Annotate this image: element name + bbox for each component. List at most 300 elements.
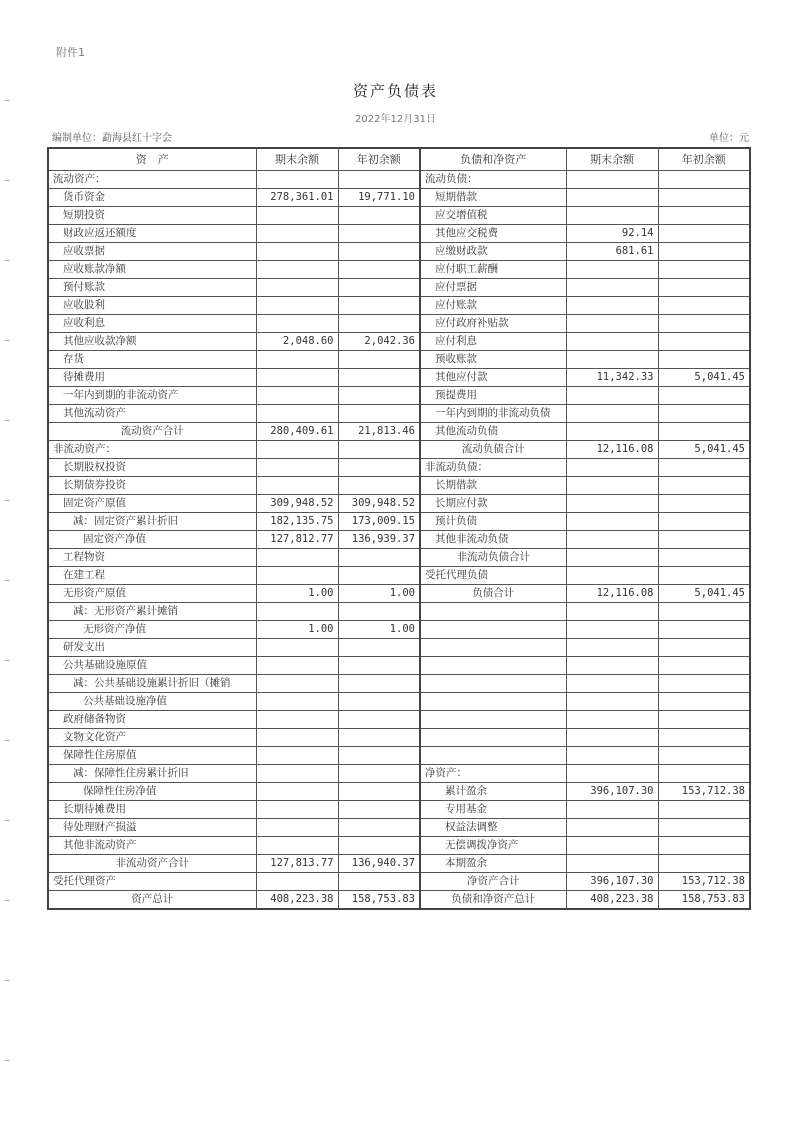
- asset-end-balance: 2,048.60: [256, 333, 338, 351]
- table-row: [48, 351, 750, 369]
- table-row: [48, 819, 750, 837]
- liability-label: 长期借款: [420, 477, 566, 495]
- asset-begin-balance: [338, 819, 420, 837]
- table-row: [48, 639, 750, 657]
- asset-end-balance: [256, 837, 338, 855]
- liability-begin-balance: [658, 729, 750, 747]
- liability-label: 负债合计: [420, 585, 566, 603]
- margin-tick: [5, 740, 10, 741]
- asset-end-balance: [256, 639, 338, 657]
- asset-label: 长期股权投资: [48, 459, 256, 477]
- asset-label: 应收账款净额: [48, 261, 256, 279]
- liability-end-balance: [566, 621, 658, 639]
- liability-label: 负债和净资产总计: [420, 891, 566, 910]
- asset-label: 长期待摊费用: [48, 801, 256, 819]
- asset-begin-balance: 136,939.37: [338, 531, 420, 549]
- asset-begin-balance: [338, 603, 420, 621]
- liability-end-balance: [566, 711, 658, 729]
- liability-begin-balance: [658, 675, 750, 693]
- liability-begin-balance: 153,712.38: [658, 783, 750, 801]
- liability-end-balance: [566, 531, 658, 549]
- asset-begin-balance: [338, 729, 420, 747]
- liability-end-balance: [566, 657, 658, 675]
- asset-end-balance: [256, 387, 338, 405]
- col-header-begin-balance: 年初余额: [338, 148, 420, 171]
- liability-end-balance: [566, 639, 658, 657]
- table-row: [48, 675, 750, 693]
- liability-label: 应付利息: [420, 333, 566, 351]
- asset-label: 其他非流动资产: [48, 837, 256, 855]
- col-header-end-balance: 期末余额: [256, 148, 338, 171]
- liability-end-balance: 12,116.08: [566, 441, 658, 459]
- liability-label: 专用基金: [420, 801, 566, 819]
- table-row: [48, 711, 750, 729]
- table-row: [48, 441, 750, 459]
- liability-end-balance: 11,342.33: [566, 369, 658, 387]
- liability-begin-balance: [658, 549, 750, 567]
- asset-begin-balance: [338, 441, 420, 459]
- liability-begin-balance: [658, 207, 750, 225]
- liability-label: 短期借款: [420, 189, 566, 207]
- asset-begin-balance: [338, 261, 420, 279]
- liability-label: 应付政府补贴款: [420, 315, 566, 333]
- liability-begin-balance: [658, 567, 750, 585]
- liability-label: [420, 657, 566, 675]
- liability-label: 权益法调整: [420, 819, 566, 837]
- liability-end-balance: [566, 279, 658, 297]
- table-row: [48, 873, 750, 891]
- asset-end-balance: 280,409.61: [256, 423, 338, 441]
- margin-tick: [5, 420, 10, 421]
- margin-tick: [5, 100, 10, 101]
- liability-end-balance: [566, 405, 658, 423]
- asset-end-balance: [256, 693, 338, 711]
- liability-label: 应付职工薪酬: [420, 261, 566, 279]
- asset-begin-balance: 1.00: [338, 585, 420, 603]
- asset-end-balance: [256, 819, 338, 837]
- asset-begin-balance: [338, 225, 420, 243]
- asset-begin-balance: 158,753.83: [338, 891, 420, 910]
- liability-end-balance: [566, 351, 658, 369]
- liability-label: 应付账款: [420, 297, 566, 315]
- margin-tick: [5, 180, 10, 181]
- asset-label: 待摊费用: [48, 369, 256, 387]
- asset-label: 待处理财产损溢: [48, 819, 256, 837]
- asset-label: 文物文化资产: [48, 729, 256, 747]
- liability-end-balance: [566, 495, 658, 513]
- liability-begin-balance: [658, 747, 750, 765]
- liability-begin-balance: [658, 711, 750, 729]
- liability-begin-balance: [658, 387, 750, 405]
- asset-end-balance: 278,361.01: [256, 189, 338, 207]
- liability-begin-balance: [658, 477, 750, 495]
- asset-begin-balance: [338, 315, 420, 333]
- asset-label: 财政应返还额度: [48, 225, 256, 243]
- asset-begin-balance: [338, 837, 420, 855]
- asset-begin-balance: [338, 297, 420, 315]
- table-row: [48, 387, 750, 405]
- asset-begin-balance: 173,009.15: [338, 513, 420, 531]
- liability-begin-balance: [658, 423, 750, 441]
- asset-begin-balance: 19,771.10: [338, 189, 420, 207]
- asset-begin-balance: [338, 549, 420, 567]
- liability-label: 其他应付款: [420, 369, 566, 387]
- asset-end-balance: [256, 657, 338, 675]
- asset-begin-balance: [338, 711, 420, 729]
- liability-label: 流动负债合计: [420, 441, 566, 459]
- asset-end-balance: [256, 675, 338, 693]
- liability-begin-balance: [658, 459, 750, 477]
- asset-label: 一年内到期的非流动资产: [48, 387, 256, 405]
- asset-begin-balance: [338, 567, 420, 585]
- asset-begin-balance: [338, 405, 420, 423]
- table-row: [48, 513, 750, 531]
- asset-begin-balance: [338, 369, 420, 387]
- liability-begin-balance: [658, 837, 750, 855]
- liability-label: [420, 621, 566, 639]
- liability-begin-balance: [658, 693, 750, 711]
- asset-label: 公共基础设施净值: [48, 693, 256, 711]
- liability-label: 流动负债：: [420, 171, 566, 189]
- table-row: [48, 459, 750, 477]
- table-row: [48, 477, 750, 495]
- asset-begin-balance: [338, 783, 420, 801]
- liability-label: [420, 747, 566, 765]
- asset-label: 其他应收款净额: [48, 333, 256, 351]
- asset-begin-balance: [338, 765, 420, 783]
- liability-begin-balance: [658, 603, 750, 621]
- liability-label: 无偿调拨净资产: [420, 837, 566, 855]
- asset-label: 固定资产原值: [48, 495, 256, 513]
- asset-end-balance: [256, 369, 338, 387]
- liability-label: [420, 675, 566, 693]
- liability-begin-balance: [658, 639, 750, 657]
- liability-end-balance: [566, 315, 658, 333]
- asset-end-balance: [256, 459, 338, 477]
- table-row: [48, 603, 750, 621]
- asset-begin-balance: [338, 801, 420, 819]
- table-row: [48, 621, 750, 639]
- liability-end-balance: [566, 423, 658, 441]
- table-row: [48, 747, 750, 765]
- liability-begin-balance: [658, 351, 750, 369]
- asset-begin-balance: [338, 675, 420, 693]
- asset-label: 流动资产：: [48, 171, 256, 189]
- liability-end-balance: [566, 261, 658, 279]
- asset-end-balance: [256, 549, 338, 567]
- liability-end-balance: [566, 855, 658, 873]
- liability-label: 其他非流动负债: [420, 531, 566, 549]
- liability-end-balance: [566, 297, 658, 315]
- table-row: [48, 891, 750, 910]
- liability-end-balance: [566, 765, 658, 783]
- asset-end-balance: 408,223.38: [256, 891, 338, 910]
- liability-begin-balance: [658, 819, 750, 837]
- liability-end-balance: 396,107.30: [566, 783, 658, 801]
- asset-label: 无形资产净值: [48, 621, 256, 639]
- table-header-row: [48, 148, 750, 171]
- asset-label: 货币资金: [48, 189, 256, 207]
- page-title: 资产负债表: [352, 82, 438, 100]
- asset-label: 减：固定资产累计折旧: [48, 513, 256, 531]
- liability-begin-balance: 158,753.83: [658, 891, 750, 910]
- liability-label: 受托代理负债: [420, 567, 566, 585]
- table-row: [48, 189, 750, 207]
- asset-label: 保障性住房净值: [48, 783, 256, 801]
- liability-label: 应缴财政款: [420, 243, 566, 261]
- asset-end-balance: [256, 747, 338, 765]
- asset-begin-balance: 309,948.52: [338, 495, 420, 513]
- asset-label: 应收股利: [48, 297, 256, 315]
- asset-end-balance: [256, 477, 338, 495]
- asset-label: 非流动资产合计: [48, 855, 256, 873]
- col-header-assets: 资 产: [48, 148, 256, 171]
- liability-end-balance: [566, 801, 658, 819]
- asset-label: 长期债券投资: [48, 477, 256, 495]
- liability-begin-balance: 5,041.45: [658, 369, 750, 387]
- currency-unit: 单位：元: [709, 133, 749, 144]
- liability-label: 净资产：: [420, 765, 566, 783]
- asset-end-balance: [256, 207, 338, 225]
- liability-begin-balance: [658, 657, 750, 675]
- liability-begin-balance: [658, 855, 750, 873]
- liability-label: 预收账款: [420, 351, 566, 369]
- liability-begin-balance: [658, 531, 750, 549]
- liability-begin-balance: [658, 243, 750, 261]
- table-row: [48, 585, 750, 603]
- asset-end-balance: 1.00: [256, 585, 338, 603]
- liability-label: 非流动负债合计: [420, 549, 566, 567]
- liability-end-balance: [566, 549, 658, 567]
- liability-label: 非流动负债：: [420, 459, 566, 477]
- table-row: [48, 549, 750, 567]
- asset-label: 政府储备物资: [48, 711, 256, 729]
- asset-begin-balance: [338, 351, 420, 369]
- col-header-begin-balance-2: 年初余额: [658, 148, 750, 171]
- asset-end-balance: [256, 729, 338, 747]
- liability-end-balance: 92.14: [566, 225, 658, 243]
- table-row: [48, 765, 750, 783]
- asset-label: 无形资产原值: [48, 585, 256, 603]
- asset-label: 资产总计: [48, 891, 256, 910]
- margin-tick: [5, 500, 10, 501]
- asset-end-balance: [256, 405, 338, 423]
- liability-label: [420, 729, 566, 747]
- liability-label: 应交增值税: [420, 207, 566, 225]
- margin-tick: [5, 820, 10, 821]
- liability-label: 长期应付款: [420, 495, 566, 513]
- table-row: [48, 405, 750, 423]
- asset-begin-balance: 21,813.46: [338, 423, 420, 441]
- asset-end-balance: [256, 243, 338, 261]
- asset-end-balance: [256, 297, 338, 315]
- liability-begin-balance: [658, 261, 750, 279]
- asset-end-balance: [256, 441, 338, 459]
- liability-end-balance: [566, 387, 658, 405]
- liability-begin-balance: [658, 621, 750, 639]
- reporting-unit: 编制单位：勐海县红十字会: [52, 133, 172, 144]
- table-row: [48, 855, 750, 873]
- liability-end-balance: [566, 189, 658, 207]
- table-row: [48, 783, 750, 801]
- liability-label: 累计盈余: [420, 783, 566, 801]
- asset-end-balance: [256, 261, 338, 279]
- margin-tick: [5, 660, 10, 661]
- asset-end-balance: [256, 873, 338, 891]
- asset-label: 预付账款: [48, 279, 256, 297]
- liability-end-balance: 396,107.30: [566, 873, 658, 891]
- asset-label: 研发支出: [48, 639, 256, 657]
- table-row: [48, 567, 750, 585]
- margin-tick: [5, 980, 10, 981]
- liability-label: 本期盈余: [420, 855, 566, 873]
- asset-label: 应收利息: [48, 315, 256, 333]
- col-header-liabilities: 负债和净资产: [420, 148, 566, 171]
- liability-end-balance: [566, 603, 658, 621]
- liability-begin-balance: [658, 333, 750, 351]
- liability-end-balance: [566, 693, 658, 711]
- asset-end-balance: [256, 225, 338, 243]
- asset-label: 工程物资: [48, 549, 256, 567]
- table-row: [48, 315, 750, 333]
- liability-begin-balance: 5,041.45: [658, 585, 750, 603]
- liability-begin-balance: [658, 765, 750, 783]
- asset-begin-balance: [338, 693, 420, 711]
- balance-sheet-table: [47, 147, 751, 910]
- asset-begin-balance: [338, 747, 420, 765]
- asset-begin-balance: [338, 171, 420, 189]
- liability-begin-balance: [658, 225, 750, 243]
- liability-end-balance: [566, 837, 658, 855]
- asset-end-balance: [256, 801, 338, 819]
- asset-end-balance: [256, 315, 338, 333]
- liability-end-balance: [566, 171, 658, 189]
- liability-begin-balance: [658, 513, 750, 531]
- asset-end-balance: [256, 765, 338, 783]
- liability-end-balance: [566, 729, 658, 747]
- liability-label: [420, 711, 566, 729]
- liability-end-balance: 12,116.08: [566, 585, 658, 603]
- asset-label: 保障性住房原值: [48, 747, 256, 765]
- liability-begin-balance: [658, 495, 750, 513]
- asset-label: 减：公共基础设施累计折旧（摊销: [48, 675, 256, 693]
- liability-label: 净资产合计: [420, 873, 566, 891]
- margin-tick: [5, 260, 10, 261]
- asset-begin-balance: 2,042.36: [338, 333, 420, 351]
- asset-begin-balance: 136,940.37: [338, 855, 420, 873]
- liability-label: [420, 639, 566, 657]
- liability-label: 预提费用: [420, 387, 566, 405]
- liability-end-balance: [566, 333, 658, 351]
- liability-label: 其他应交税费: [420, 225, 566, 243]
- asset-begin-balance: [338, 459, 420, 477]
- liability-end-balance: 408,223.38: [566, 891, 658, 910]
- margin-tick: [5, 340, 10, 341]
- report-date: 2022年12月31日: [355, 114, 436, 125]
- table-row: [48, 693, 750, 711]
- table-row: [48, 369, 750, 387]
- table-row: [48, 837, 750, 855]
- liability-begin-balance: 153,712.38: [658, 873, 750, 891]
- table-row: [48, 423, 750, 441]
- asset-begin-balance: [338, 279, 420, 297]
- liability-end-balance: 681.61: [566, 243, 658, 261]
- table-row: [48, 729, 750, 747]
- margin-tick: [5, 580, 10, 581]
- asset-end-balance: [256, 603, 338, 621]
- asset-label: 存货: [48, 351, 256, 369]
- liability-end-balance: [566, 513, 658, 531]
- asset-end-balance: 309,948.52: [256, 495, 338, 513]
- asset-label: 在建工程: [48, 567, 256, 585]
- asset-label: 减：无形资产累计摊销: [48, 603, 256, 621]
- asset-end-balance: [256, 783, 338, 801]
- asset-end-balance: 127,813.77: [256, 855, 338, 873]
- asset-begin-balance: [338, 207, 420, 225]
- table-row: [48, 207, 750, 225]
- table-row: [48, 531, 750, 549]
- liability-label: 其他流动负债: [420, 423, 566, 441]
- liability-end-balance: [566, 207, 658, 225]
- table-row: [48, 333, 750, 351]
- asset-begin-balance: [338, 639, 420, 657]
- table-row: [48, 279, 750, 297]
- liability-end-balance: [566, 459, 658, 477]
- liability-end-balance: [566, 567, 658, 585]
- asset-label: 应收票据: [48, 243, 256, 261]
- asset-begin-balance: [338, 657, 420, 675]
- liability-begin-balance: [658, 801, 750, 819]
- margin-tick: [5, 900, 10, 901]
- asset-label: 受托代理资产: [48, 873, 256, 891]
- liability-label: 预计负债: [420, 513, 566, 531]
- table-row: [48, 261, 750, 279]
- asset-end-balance: [256, 171, 338, 189]
- asset-begin-balance: [338, 873, 420, 891]
- liability-end-balance: [566, 819, 658, 837]
- margin-tick: [5, 1060, 10, 1061]
- asset-end-balance: 1.00: [256, 621, 338, 639]
- table-row: [48, 297, 750, 315]
- table-row: [48, 801, 750, 819]
- liability-label: 应付票据: [420, 279, 566, 297]
- col-header-end-balance-2: 期末余额: [566, 148, 658, 171]
- liability-end-balance: [566, 747, 658, 765]
- liability-begin-balance: [658, 279, 750, 297]
- asset-end-balance: [256, 567, 338, 585]
- liability-end-balance: [566, 675, 658, 693]
- asset-label: 固定资产净值: [48, 531, 256, 549]
- asset-end-balance: 127,812.77: [256, 531, 338, 549]
- liability-begin-balance: 5,041.45: [658, 441, 750, 459]
- liability-begin-balance: [658, 189, 750, 207]
- asset-begin-balance: 1.00: [338, 621, 420, 639]
- liability-begin-balance: [658, 171, 750, 189]
- table-row: [48, 171, 750, 189]
- asset-label: 公共基础设施原值: [48, 657, 256, 675]
- asset-end-balance: [256, 711, 338, 729]
- asset-end-balance: [256, 279, 338, 297]
- asset-label: 流动资产合计: [48, 423, 256, 441]
- asset-label: 非流动资产：: [48, 441, 256, 459]
- liability-begin-balance: [658, 315, 750, 333]
- asset-label: 其他流动资产: [48, 405, 256, 423]
- liability-end-balance: [566, 477, 658, 495]
- liability-label: [420, 603, 566, 621]
- asset-end-balance: 182,135.75: [256, 513, 338, 531]
- asset-label: 减：保障性住房累计折旧: [48, 765, 256, 783]
- asset-label: 短期投资: [48, 207, 256, 225]
